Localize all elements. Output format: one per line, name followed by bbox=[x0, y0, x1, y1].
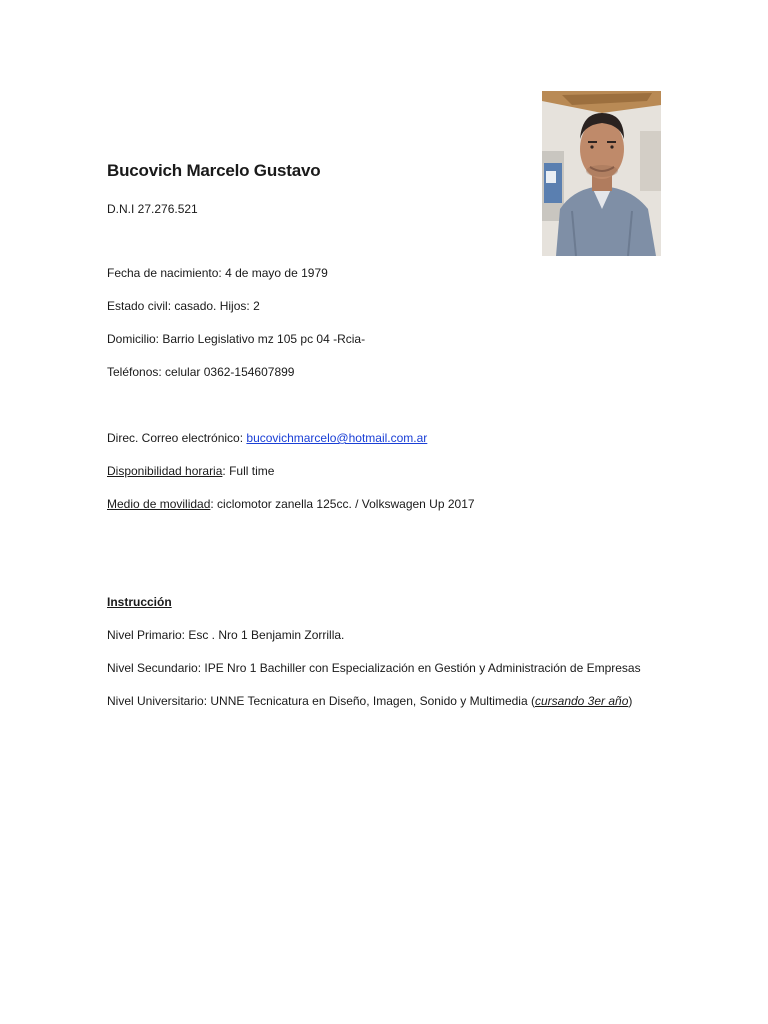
university-prefix: Nivel Universitario: UNNE Tecnicatura en Diseño, Imagen, Sonido y Multimedia ( bbox=[107, 694, 535, 708]
education-primary: Nivel Primario: Esc . Nro 1 Benjamin Zorrilla. bbox=[107, 628, 345, 642]
education-university bbox=[107, 693, 632, 709]
mobility-value: : ciclomotor zanella 125cc. / Volkswagen Up 2017 bbox=[210, 497, 475, 511]
phones: Teléfonos: celular 0362-154607899 bbox=[107, 365, 295, 379]
mobility-line bbox=[107, 496, 475, 512]
candidate-name: Bucovich Marcelo Gustavo bbox=[107, 161, 321, 180]
university-suffix: ) bbox=[628, 694, 633, 708]
profile-photo-illustration bbox=[542, 91, 661, 256]
email-label: Direc. Correo electrónico: bbox=[107, 431, 247, 445]
email-line bbox=[107, 430, 427, 446]
availability-line bbox=[107, 463, 274, 479]
education-secondary: Nivel Secundario: IPE Nro 1 Bachiller con Especialización en Gestión y Administración de Empresas bbox=[107, 661, 641, 675]
availability-label: Disponibilidad horaria bbox=[107, 464, 223, 478]
university-status: cursando 3er año bbox=[534, 694, 629, 708]
availability-value: : Full time bbox=[222, 464, 275, 478]
address: Domicilio: Barrio Legislativo mz 105 pc 04 -Rcia- bbox=[107, 332, 366, 346]
civil-status: Estado civil: casado. Hijos: 2 bbox=[107, 299, 260, 313]
mobility-label: Medio de movilidad bbox=[107, 497, 211, 511]
education-heading: Instrucción bbox=[107, 595, 172, 609]
profile-photo bbox=[542, 91, 661, 256]
dni: D.N.I 27.276.521 bbox=[107, 202, 198, 216]
email-link[interactable]: bucovichmarcelo@hotmail.com.ar bbox=[246, 431, 428, 445]
birth-date: Fecha de nacimiento: 4 de mayo de 1979 bbox=[107, 266, 328, 280]
